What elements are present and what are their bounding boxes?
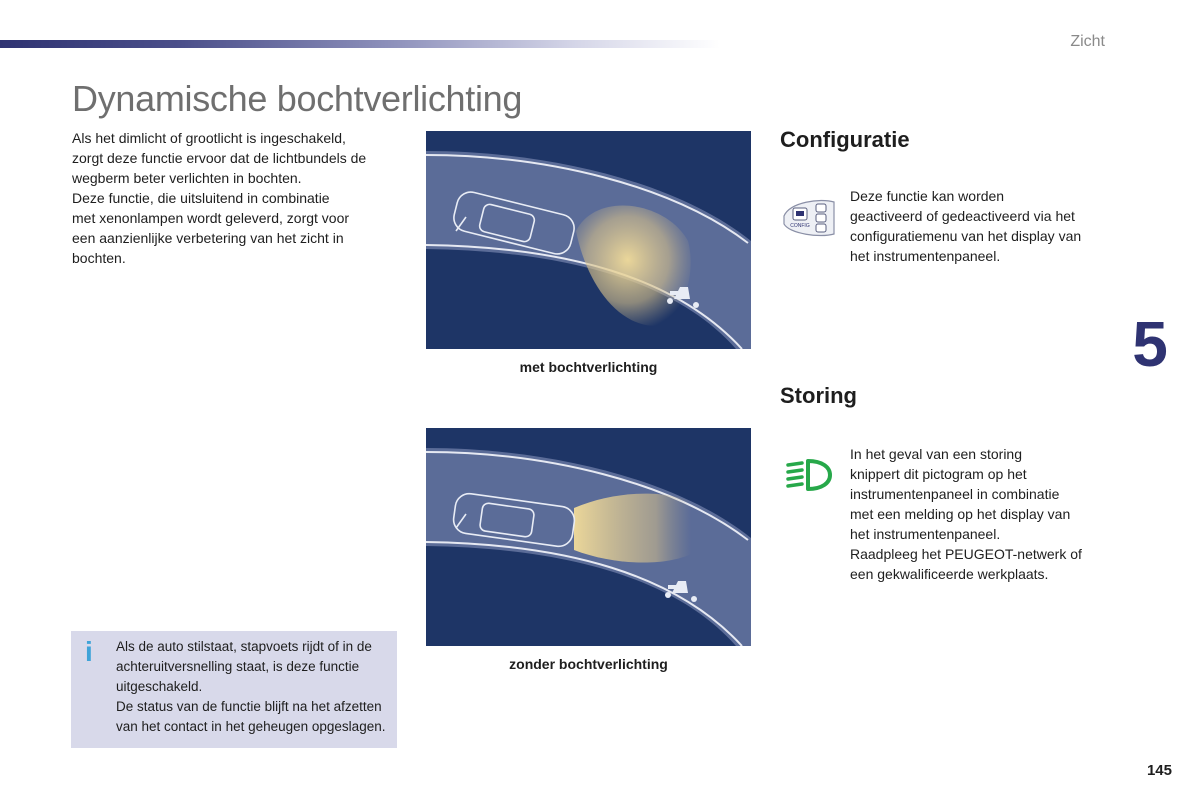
chapter-number: 5 [1132, 308, 1168, 380]
info-line: achteruitversnelling staat, is deze functie [116, 659, 360, 674]
intro-line: Als het dimlicht of grootlicht is ingeschakeld, [72, 130, 346, 146]
info-line: De status van de functie blijft na het afzetten [116, 699, 382, 714]
info-icon: i [85, 636, 93, 667]
figure-caption-with: met bochtverlichting [519, 359, 658, 375]
configuratie-line: Deze functie kan worden [850, 188, 1005, 204]
storing-line: Raadpleeg het PEUGEOT-netwerk of [850, 546, 1082, 562]
intro-line: wegberm beter verlichten in bochten. [72, 170, 302, 186]
storing-heading: Storing [780, 383, 857, 408]
storing-line: In het geval van een storing [850, 446, 1023, 462]
storing-line: knippert dit pictogram op het [850, 466, 1027, 482]
headlamp-warning-icon [784, 457, 834, 493]
intro-line: zorgt deze functie ervoor dat de lichtbundels de [72, 150, 367, 166]
storing-line: instrumentenpaneel in combinatie [850, 486, 1060, 502]
storing-line: het instrumentenpaneel. [850, 526, 1001, 542]
info-line: uitgeschakeld. [116, 679, 203, 694]
car-with-cornering-light-illustration [426, 131, 751, 349]
configuratie-line: het instrumentenpaneel. [850, 248, 1001, 264]
figure-with-cornering-light [426, 131, 751, 349]
info-line: van het contact in het geheugen opgeslagen. [116, 719, 386, 734]
car-without-cornering-light-illustration [426, 428, 751, 646]
storing-line: een gekwalificeerde werkplaats. [850, 566, 1049, 582]
info-box-text [116, 637, 396, 737]
page-number: 145 [1146, 762, 1172, 779]
header-gradient-bar [0, 40, 720, 48]
intro-line: Deze functie, die uitsluitend in combinatie [72, 190, 330, 206]
svg-text:CONFIG: CONFIG [790, 223, 810, 229]
configuratie-heading: Configuratie [780, 127, 910, 152]
steering-wheel-config-button-icon [780, 196, 836, 238]
intro-line: bochten. [72, 250, 126, 266]
intro-line: met xenonlampen wordt geleverd, zorgt voor [72, 210, 350, 226]
storing-text [850, 444, 1120, 584]
configuratie-line: geactiveerd of gedeactiveerd via het [850, 208, 1075, 224]
intro-line: een aanzienlijke verbetering van het zicht in [72, 230, 344, 246]
configuratie-line: configuratiemenu van het display van [850, 228, 1082, 244]
section-label: Zicht [1070, 33, 1105, 50]
info-line: Als de auto stilstaat, stapvoets rijdt of in de [116, 639, 372, 654]
page-title: Dynamische bochtverlichting [72, 78, 523, 119]
storing-line: met een melding op het display van [850, 506, 1071, 522]
intro-paragraph [72, 128, 402, 268]
configuratie-text [850, 186, 1120, 266]
figure-without-cornering-light [426, 428, 751, 646]
figure-caption-without: zonder bochtverlichting [509, 656, 668, 672]
